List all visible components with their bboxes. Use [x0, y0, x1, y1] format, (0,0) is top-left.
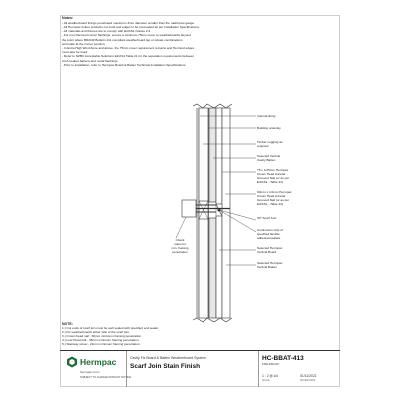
drawing-title: Scarf Join Stain Finish: [130, 363, 201, 370]
note-line: - For non-Hermtod corner flashings, ensure a minimum 75mm cover to weatherboards beyond: [62, 33, 191, 38]
brand-name: Hermpac: [80, 357, 117, 367]
bottom-note-line: 5.) Stainsay screw - 21mm minimum framing penetration.: [62, 342, 141, 346]
scarf-join-notes: [62, 322, 262, 346]
notes-title: Notes:: [62, 16, 74, 20]
callout-vertical-board: Selected Hermpac Vertical Board: [257, 246, 283, 254]
note-line: terminate at the corner junction.: [62, 41, 106, 46]
callout-sealant-strip: Continuous strip of specified flexible adhesive/sealant: [257, 228, 283, 240]
title-block-divider: [126, 351, 127, 387]
scale-label: SCALE: [262, 380, 270, 382]
callout-timber-nogging: Timber nogging as required: [257, 140, 283, 148]
issued-date: 01/11/2021: [300, 374, 317, 378]
note-line: CCA treated battens and metal flashings.: [62, 58, 119, 63]
note-line: - Prior to installation, refer to Hermpac Board & Batten Technical Installation Specifications.: [62, 62, 187, 67]
callout-building-underlay: Building underlay: [257, 126, 281, 130]
note-line: - In Extra High Wind Zone and above, the 75mm cover requirement remains and Hermtod edges: [62, 46, 195, 51]
drawing-scale: 1 : 2 @ A4: [262, 374, 278, 378]
bottom-note-line: 4.) Lost Head nail - 35mm minimum framing penetration.: [62, 338, 140, 342]
callout-check-notes: Check notes for min. framing penetration: [171, 238, 189, 254]
note-line: - Refer to NZBC Acceptable Solutions E2/AS1 Table 21 for the separation requirements between: [62, 54, 195, 59]
brand-website: hermpac.co.nz: [80, 370, 100, 374]
drawing-number: HC-BBAT-413: [262, 355, 304, 362]
callout-vertical-batten: Selected Hermpac Vertical Batten: [257, 261, 283, 269]
note-line: must also be used.: [62, 50, 88, 55]
callout-90mm-nail: 90mm x 4.0mm Hermpac Crown Head Annular Grooved Nail (or as per E3/AS1 - Table 24): [257, 190, 292, 206]
callout-scarf-join: 30° Scarf Join: [257, 216, 277, 220]
bottom-note-line: 3.) Crown head nail - 30mm minimum framing penetration.: [62, 334, 142, 338]
note-line: - All weatherboard fixings penetrated maximum 3mm diameter smaller than the nail/screw gauge: [62, 20, 195, 25]
title-block-divider: [258, 351, 259, 387]
bottom-note-line: 2.) Fix weatherboards either side of the scarf join.: [62, 330, 130, 334]
note-line: - All Hermpac timber products cut ends and edges to be preceeded as per Installation Specifications.: [62, 25, 200, 29]
bottom-note-line: 1.) Cut ends of scarf join must be well sealed with specified end sealer.: [62, 326, 159, 330]
note-line: the point where BRANZ Bulletin 411 compliant weatherboard lap or rebate combinations: [62, 37, 183, 42]
system-name: Cavity Fix Board & Batten Weatherboard System: [130, 356, 206, 360]
callout-75mm-nail: 75 x 3.25mm Hermpac Crown Head Annular Grooved Nail (or as per E3/AS1 - Table 24): [257, 168, 290, 184]
callout-cavity-batten: Selected Vertical Cavity Batten: [257, 154, 281, 162]
hermpac-logo-icon: [66, 356, 78, 368]
note-line: - All materials and fixtures are to comply with E2/AS1 Clause 2.2.: [62, 29, 152, 34]
issued-date-label: ISSUED DATE: [300, 380, 316, 382]
drawing-status: PRELIMINARY: [262, 363, 280, 366]
bottom-notes-title: NOTE:: [62, 322, 73, 326]
subject-to-change: SUBJECT TO CHANGE WITHOUT NOTICE: [80, 376, 132, 379]
callout-internal-lining: Internal lining: [257, 114, 276, 118]
